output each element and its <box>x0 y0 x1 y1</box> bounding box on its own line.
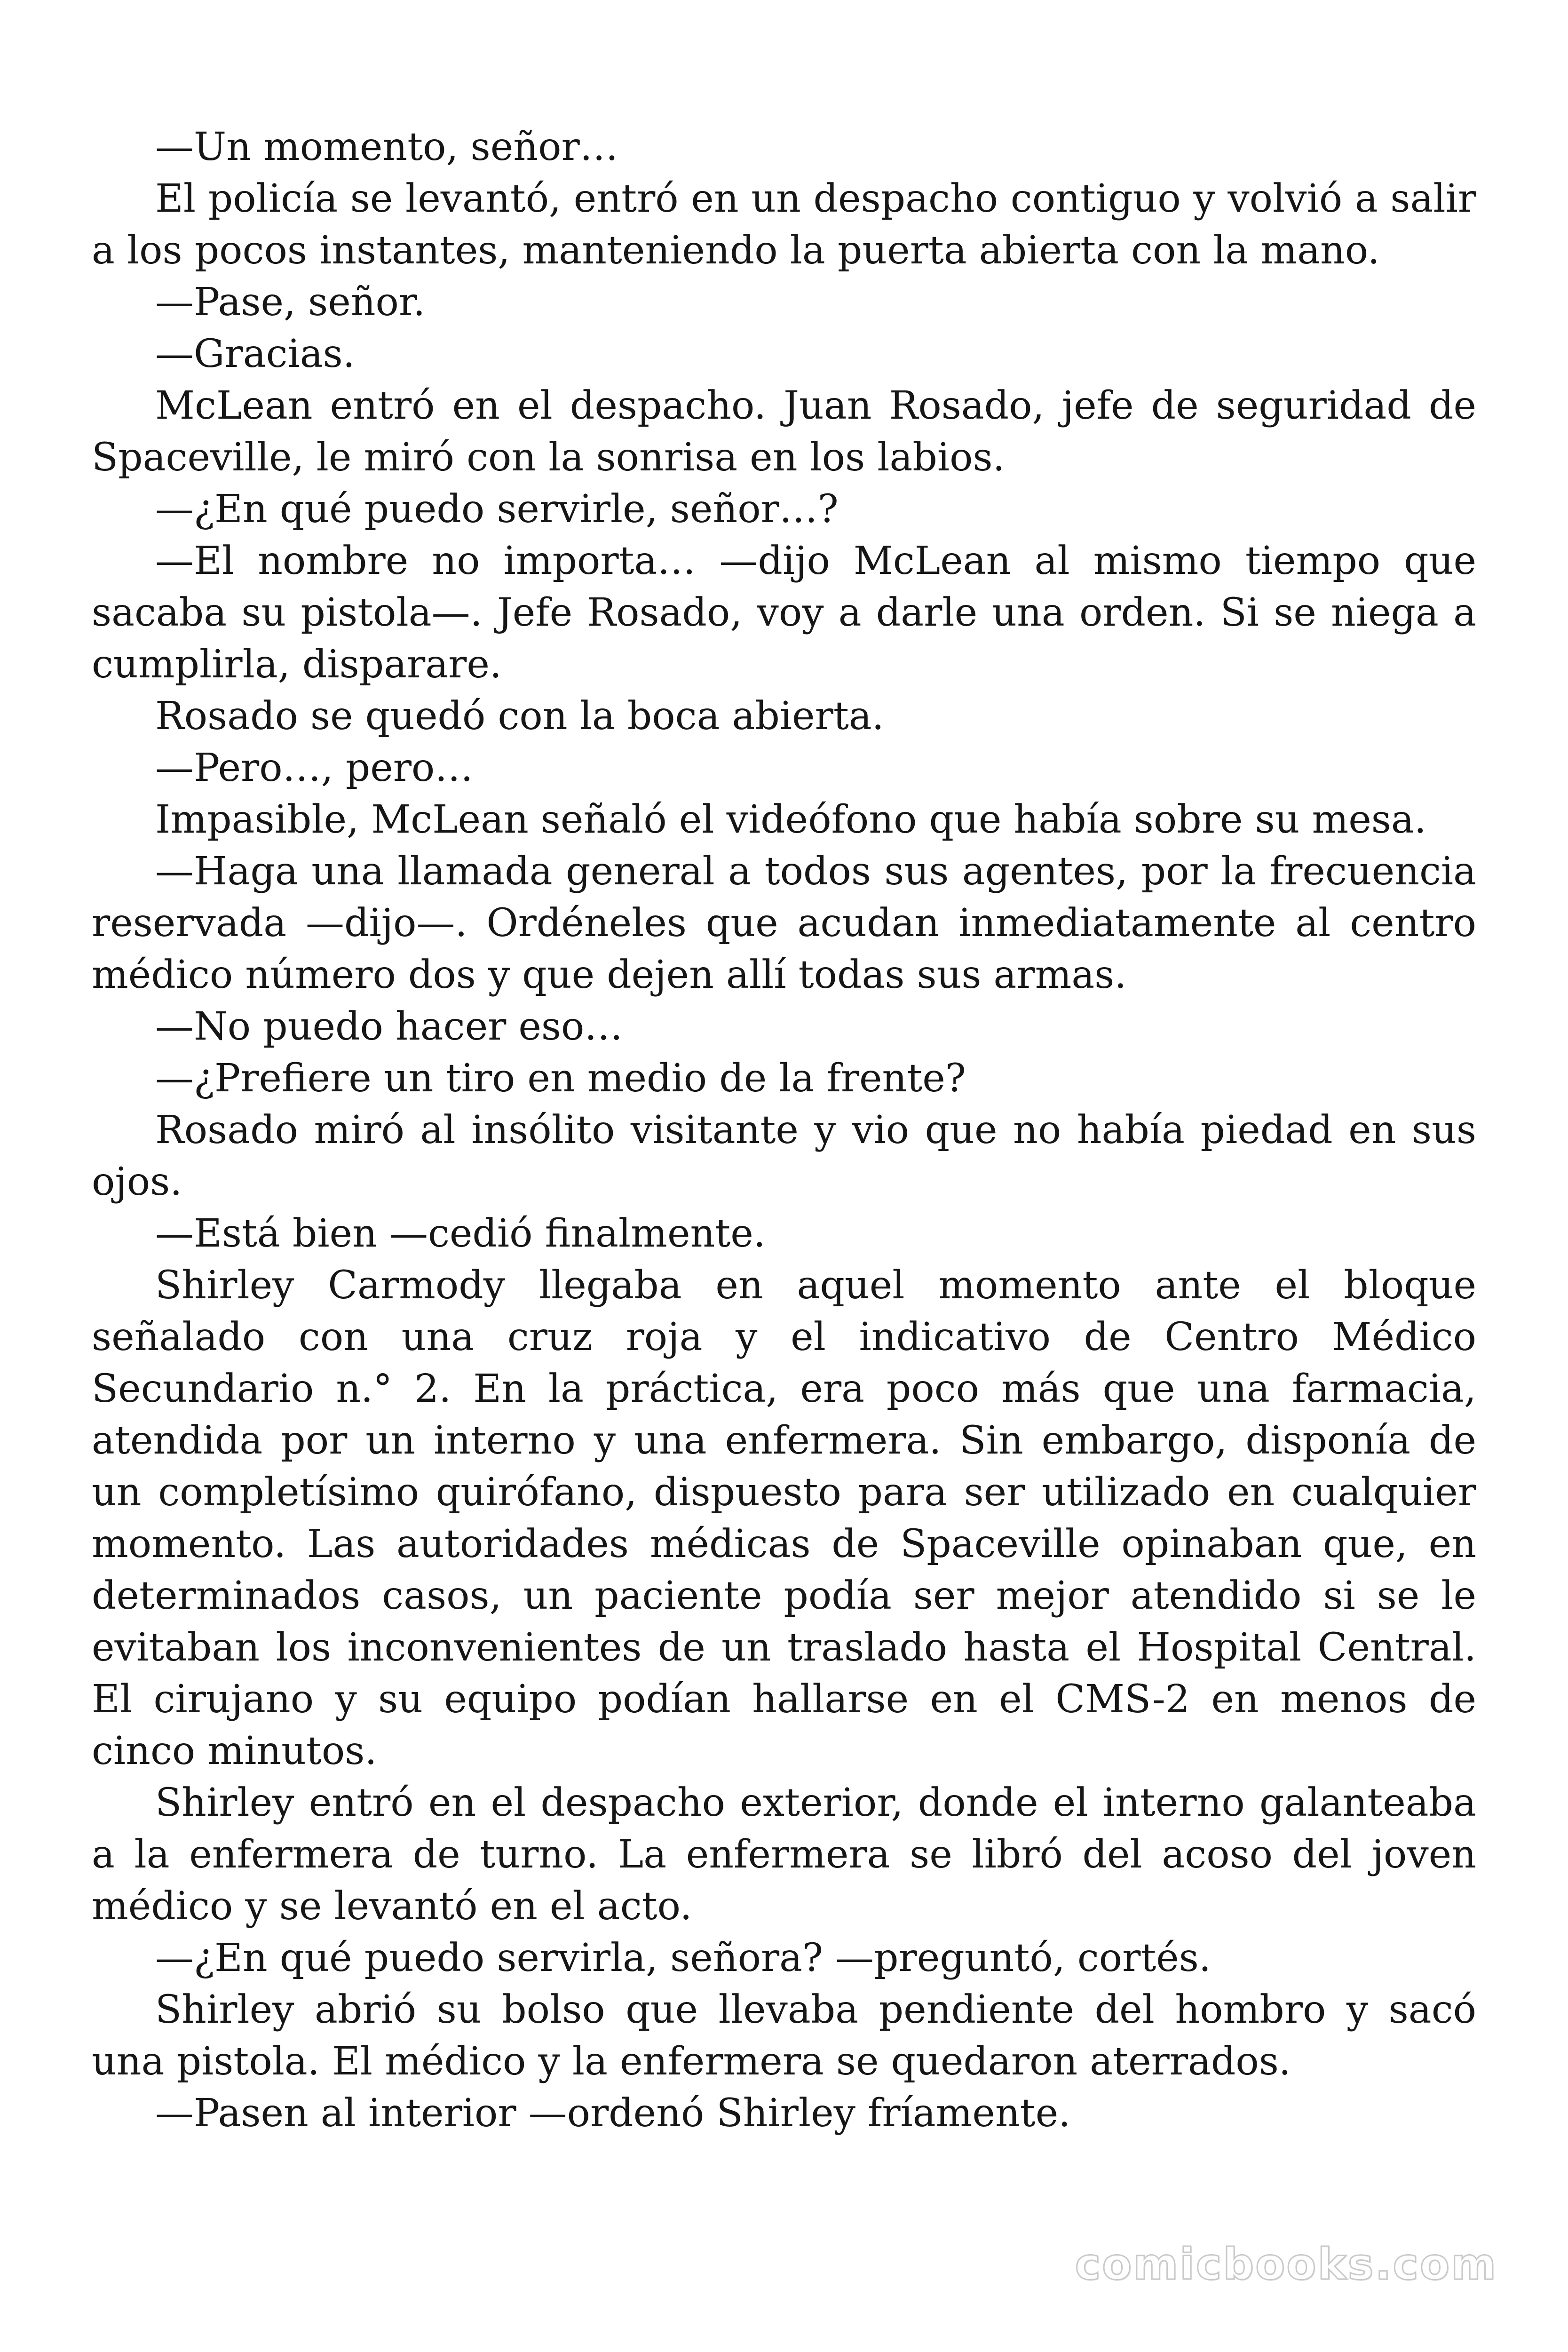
paragraph: McLean entró en el despacho. Juan Rosado, jefe de seguridad de Spaceville, le miró con la sonrisa en los labios. <box>92 383 1476 480</box>
paragraph: —Gracias. <box>155 332 355 376</box>
paragraph: —Pero…, pero… <box>155 746 474 790</box>
paragraph: Impasible, McLean señaló el videófono que había sobre su mesa. <box>155 797 1426 842</box>
paragraph: Shirley abrió su bolso que llevaba pendiente del hombro y sacó una pistola. El médico y la enfermera se quedaron aterrados. <box>92 1987 1476 2084</box>
paragraph: Shirley Carmody llegaba en aquel momento ante el bloque señalado con una cruz roja y el indicativo de Centro Médico Secundario n.° 2. En la práctica, era poco más que una farmacia, atendida por un interno y una enfermera. Sin embargo, disponía de un completísimo quirófano, dispuesto para ser utilizado en cualquier momento. Las autoridades médicas de Spaceville opinaban que, en determinados casos, un paciente podía ser mejor atendido si se le evitaban los inconvenientes de un traslado hasta el Hospital Central. El cirujano y su equipo podían hallarse en el CMS-2 en menos de cinco minutos. <box>92 1263 1476 1773</box>
paragraph: Rosado se quedó con la boca abierta. <box>155 694 884 739</box>
page-body <box>92 121 1476 2139</box>
paragraph: —Pase, señor. <box>155 280 426 325</box>
paragraph: —No puedo hacer eso… <box>155 1004 623 1049</box>
paragraph: —Un momento, señor… <box>155 125 618 169</box>
paragraph: —Haga una llamada general a todos sus agentes, por la frecuencia reservada —dijo—. Ordéneles que acudan inmediatamente al centro médico número dos y que dejen allí todas sus armas. <box>92 849 1476 997</box>
paragraph: El policía se levantó, entró en un despacho contiguo y volvió a salir a los pocos instantes, manteniendo la puerta abierta con la mano. <box>92 176 1476 273</box>
paragraph: Shirley entró en el despacho exterior, donde el interno galanteaba a la enfermera de turno. La enfermera se libró del acoso del joven médico y se levantó en el acto. <box>92 1780 1476 1929</box>
watermark: comicbooks.com <box>1075 2239 1497 2289</box>
paragraph: —¿En qué puedo servirla, señora? —preguntó, cortés. <box>155 1936 1211 1980</box>
paragraph: —El nombre no importa… —dijo McLean al mismo tiempo que sacaba su pistola—. Jefe Rosado, voy a darle una orden. Si se niega a cumplirla, disparare. <box>92 539 1476 687</box>
paragraph: —Está bien —cedió finalmente. <box>155 1211 766 1256</box>
paragraph: —¿En qué puedo servirle, señor…? <box>155 487 839 532</box>
paragraph: —Pasen al interior —ordenó Shirley fríamente. <box>155 2091 1071 2136</box>
paragraph: —¿Prefiere un tiro en medio de la frente? <box>155 1056 966 1101</box>
paragraph: Rosado miró al insólito visitante y vio que no había piedad en sus ojos. <box>92 1108 1476 1204</box>
